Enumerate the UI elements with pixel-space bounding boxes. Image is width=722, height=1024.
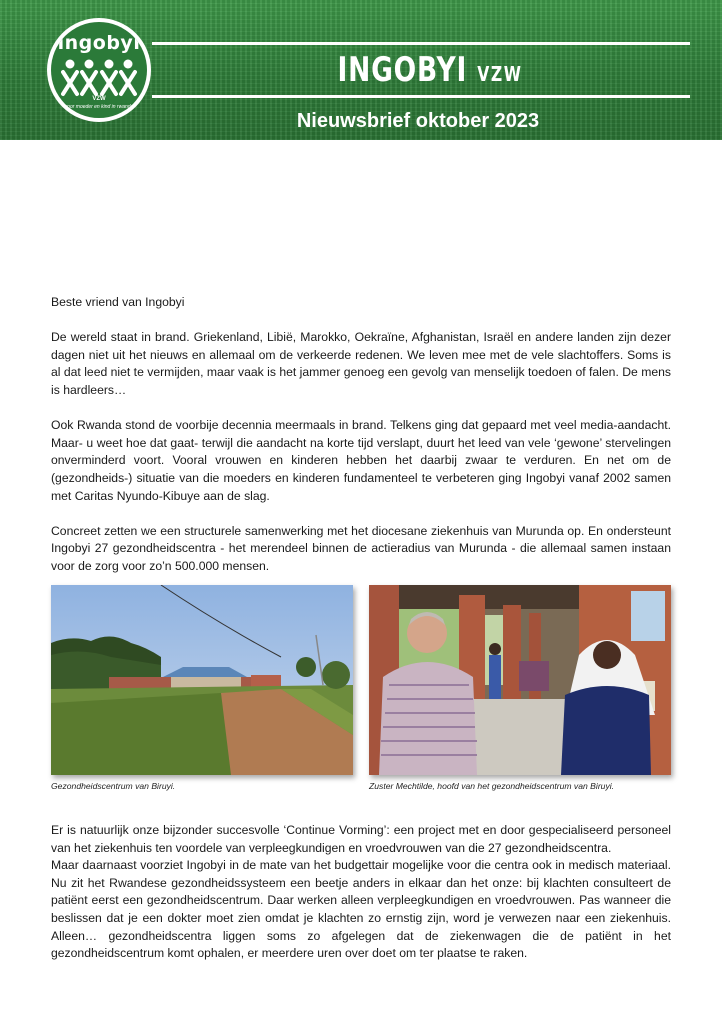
paragraph: De wereld staat in brand. Griekenland, Libië, Marokko, Oekraïne, Afghanistan, Israël en andere landen zijn dezer dagen niet uit het nieuws en allemaal om de verkeerde redenen. We leven mee met de vele slachtoffers. Soms is al dat leed niet te vermijden, maar vaak is het jammer genoeg een gevolg van menselijk toedoen of falen. De mens is hardleers…: [51, 330, 671, 397]
brand-title: [274, 48, 586, 96]
sister-mechtilde-photo: [369, 585, 671, 775]
photo-row: [51, 585, 671, 795]
issue-title: Nieuwsbrief oktober 2023: [296, 110, 540, 132]
logo-vzw: VZW: [92, 96, 106, 102]
brand-title-main: INGOBYI: [337, 50, 468, 90]
banner-rule-bottom: [152, 95, 690, 98]
ingobyi-logo: [47, 18, 151, 122]
paragraph: Concreet zetten we een structurele samenwerking met het diocesane ziekenhuis van Murunda op. En ondersteunt Ingobyi 27 gezondheidscentra - het merendeel binnen de actieradius van Murunda - die allemaal samen instaan voor de zorg voor zo’n 500.000 mensen.: [51, 523, 671, 573]
banner-rule-top: [152, 42, 690, 45]
brand-title-sub: VZW: [477, 62, 523, 86]
newsletter-banner: [0, 0, 722, 140]
paragraph: Ook Rwanda stond de voorbije decennia meermaals in brand. Telkens ging dat gepaard met veel media-aandacht. Maar- u weet hoe dat gaat- terwijl die aandacht na korte tijd verslapt, duurt het leed van vele ‘gewone’ stervelingen onverminderd voort. Vooral vrouwen en kinderen hebben het daarbij zwaar te verduren. En net om de (gezondheids-) situatie van die moeders en kinderen fundamenteel te verbeteren ging Ingobyi vanaf 2002 samen met Caritas Nyundo-Kibuye aan de slag.: [51, 418, 671, 503]
photo-caption: Zuster Mechtilde, hoofd van het gezondheidscentrum van Biruyi.: [369, 781, 615, 791]
logo-figures-icon: [61, 58, 137, 98]
paragraph: Er is natuurlijk onze bijzonder succesvolle ‘Continue Vorming’: een project met en door gespecialiseerd personeel van het ziekenhuis ten voordele van verpleegkundigen en vroedvrouwen van die 27 gezondheidscentra.: [51, 823, 671, 855]
letter-body: [51, 294, 671, 593]
health-center-photo: [51, 585, 353, 775]
photo-caption: Gezondheidscentrum van Biruyi.: [51, 781, 176, 791]
logo-wordmark: ingobyi: [57, 32, 141, 54]
paragraph: Maar daarnaast voorziet Ingobyi in de mate van het budgettair mogelijke voor die centra ook in medisch materiaal. Nu zit het Rwandese gezondheidssysteem een beetje anders in elkaar dan het onze: bij klachten consulteert de patiënt eerst een gezondheidscentrum. Daar werken alleen verpleegkundigen en vroedvrouwen. Pas wanneer die beslissen dat je een dokter moet zien omdat je klachten zo ernstig zijn, word je verwezen naar een ziekenhuis. Alleen… gezondheidscentra liggen soms zo afgelegen dat de ziekenwagen die de patiënt in het gezondheidscentrum komt ophalen, er meerdere uren over doet om ter plaatse te raken.: [51, 858, 671, 961]
logo-motto: voor moeder en kind in rwanda: [64, 104, 134, 110]
letter-body-continued: [51, 822, 671, 963]
greeting: Beste vriend van Ingobyi: [51, 295, 185, 309]
